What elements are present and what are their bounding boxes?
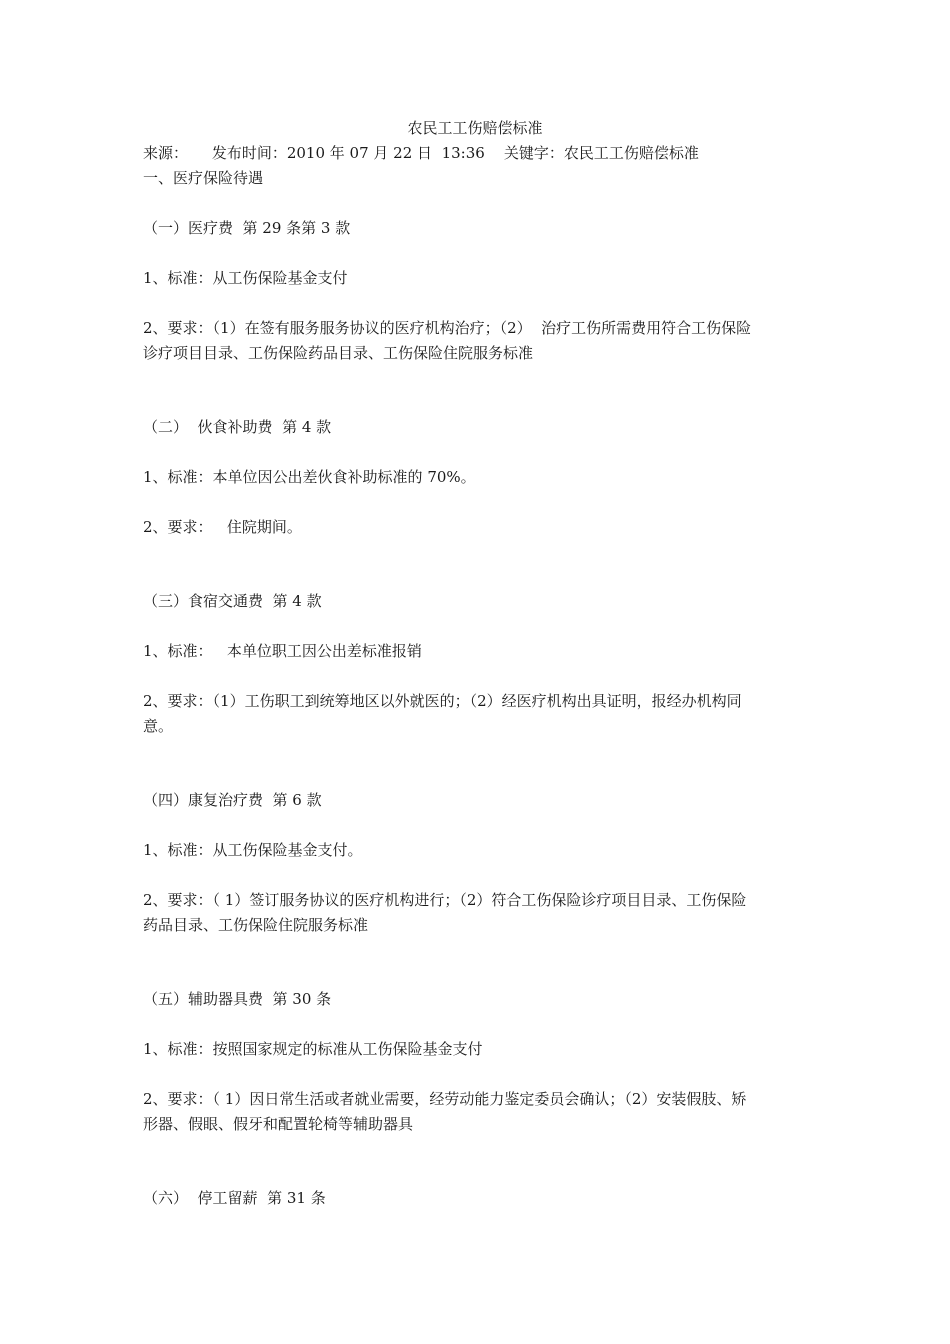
item-standard: 1、标准：本单位因公出差伙食补助标准的 70%。 (143, 468, 476, 486)
item-requirement-cont: 药品目录、工伤保险住院服务标准 (143, 916, 369, 934)
item-standard: 1、标准：从工伤保险基金支付 (143, 269, 348, 287)
item-heading: （一）医疗费 第 29 条第 3 款 (143, 219, 351, 237)
item-requirement: 2、要求： 住院期间。 (143, 518, 302, 536)
item-heading: （二） 伙食补助费 第 4 款 (143, 418, 332, 436)
item-requirement: 2、要求：（1）工伤职工到统筹地区以外就医的；（2）经医疗机构出具证明，报经办机构同 (143, 692, 742, 710)
item-standard: 1、标准：按照国家规定的标准从工伤保险基金支付 (143, 1040, 483, 1058)
item-requirement: 2、要求：（1）在签有服务服务协议的医疗机构治疗；（2） 治疗工伤所需费用符合工伤保险 (143, 319, 752, 337)
item-heading: （五）辅助器具费 第 30 条 (143, 990, 332, 1008)
meta-line: 来源： 发布时间：2010 年 07 月 22 日 13:36 关键字：农民工工伤赔偿标准 (143, 144, 699, 162)
item-requirement: 2、要求：（ 1）签订服务协议的医疗机构进行；（2）符合工伤保险诊疗项目目录、工伤保险 (143, 891, 747, 909)
item-heading: （四）康复治疗费 第 6 款 (143, 791, 322, 809)
item-standard: 1、标准： 本单位职工因公出差标准报销 (143, 642, 422, 660)
item-standard: 1、标准：从工伤保险基金支付。 (143, 841, 363, 859)
item-heading: （六） 停工留薪 第 31 条 (143, 1189, 326, 1207)
item-heading: （三）食宿交通费 第 4 款 (143, 592, 322, 610)
item-requirement-cont: 诊疗项目目录、工伤保险药品目录、工伤保险住院服务标准 (143, 344, 534, 362)
section-heading: 一、医疗保险待遇 (143, 169, 264, 187)
document-title: 农民工工伤赔偿标准 (407, 119, 543, 137)
item-requirement-cont: 形器、假眼、假牙和配置轮椅等辅助器具 (143, 1115, 414, 1133)
item-requirement-cont: 意。 (143, 717, 174, 735)
item-requirement: 2、要求：（ 1）因日常生活或者就业需要，经劳动能力鉴定委员会确认；（2）安装假肢、矫 (143, 1090, 747, 1108)
